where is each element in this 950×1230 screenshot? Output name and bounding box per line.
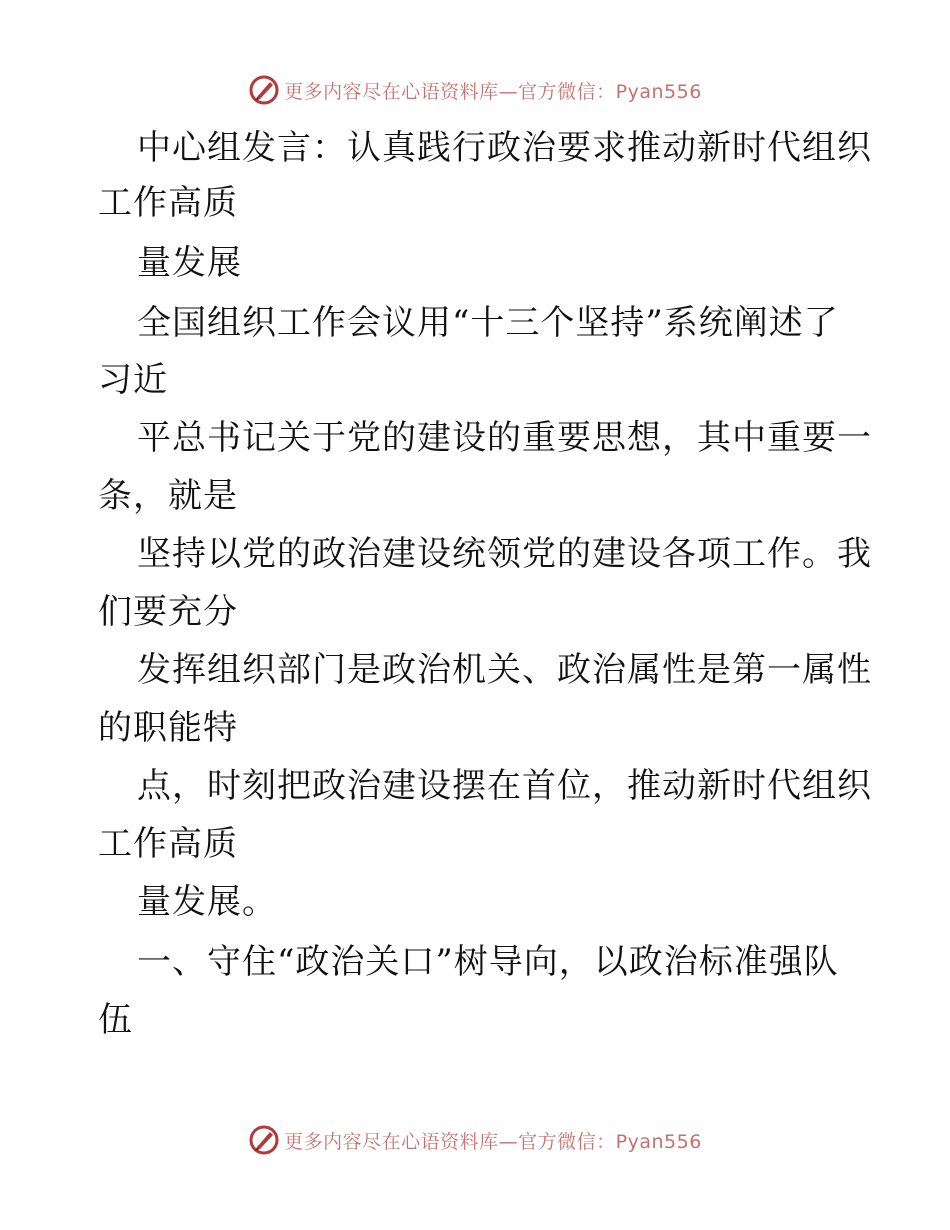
doc-line: 坚持以党的政治建设统领党的建设各项工作。我 — [137, 534, 872, 574]
doc-line: 的职能特 — [98, 708, 238, 748]
doc-line: 工作高质 — [98, 183, 238, 223]
doc-line: 平总书记关于党的建设的重要思想，其中重要一 — [137, 418, 872, 458]
pen-logo-icon — [248, 1124, 280, 1156]
doc-line: 中心组发言：认真践行政治要求推动新时代组织 — [137, 128, 872, 168]
doc-line: 一、守住“政治关口”树导向，以政治标准强队 — [137, 942, 839, 982]
pen-logo-icon — [248, 74, 280, 106]
doc-line: 量发展。 — [137, 882, 277, 922]
doc-line: 量发展 — [137, 243, 242, 283]
doc-line: 习近 — [98, 360, 168, 400]
doc-line: 伍 — [98, 1000, 133, 1040]
header-banner-text: 更多内容尽在心语资料库—官方微信：Pyan556 — [284, 80, 702, 103]
doc-line: 工作高质 — [98, 824, 238, 864]
doc-line: 们要充分 — [98, 592, 238, 632]
header-watermark-banner — [0, 70, 950, 110]
footer-watermark-banner — [0, 1120, 950, 1160]
footer-banner-text: 更多内容尽在心语资料库—官方微信：Pyan556 — [284, 1130, 702, 1153]
doc-line: 点，时刻把政治建设摆在首位，推动新时代组织 — [137, 766, 872, 806]
doc-line: 条，就是 — [98, 476, 238, 516]
doc-line: 发挥组织部门是政治机关、政治属性是第一属性 — [137, 650, 872, 690]
doc-line: 全国组织工作会议用“十三个坚持”系统阐述了 — [137, 303, 839, 343]
